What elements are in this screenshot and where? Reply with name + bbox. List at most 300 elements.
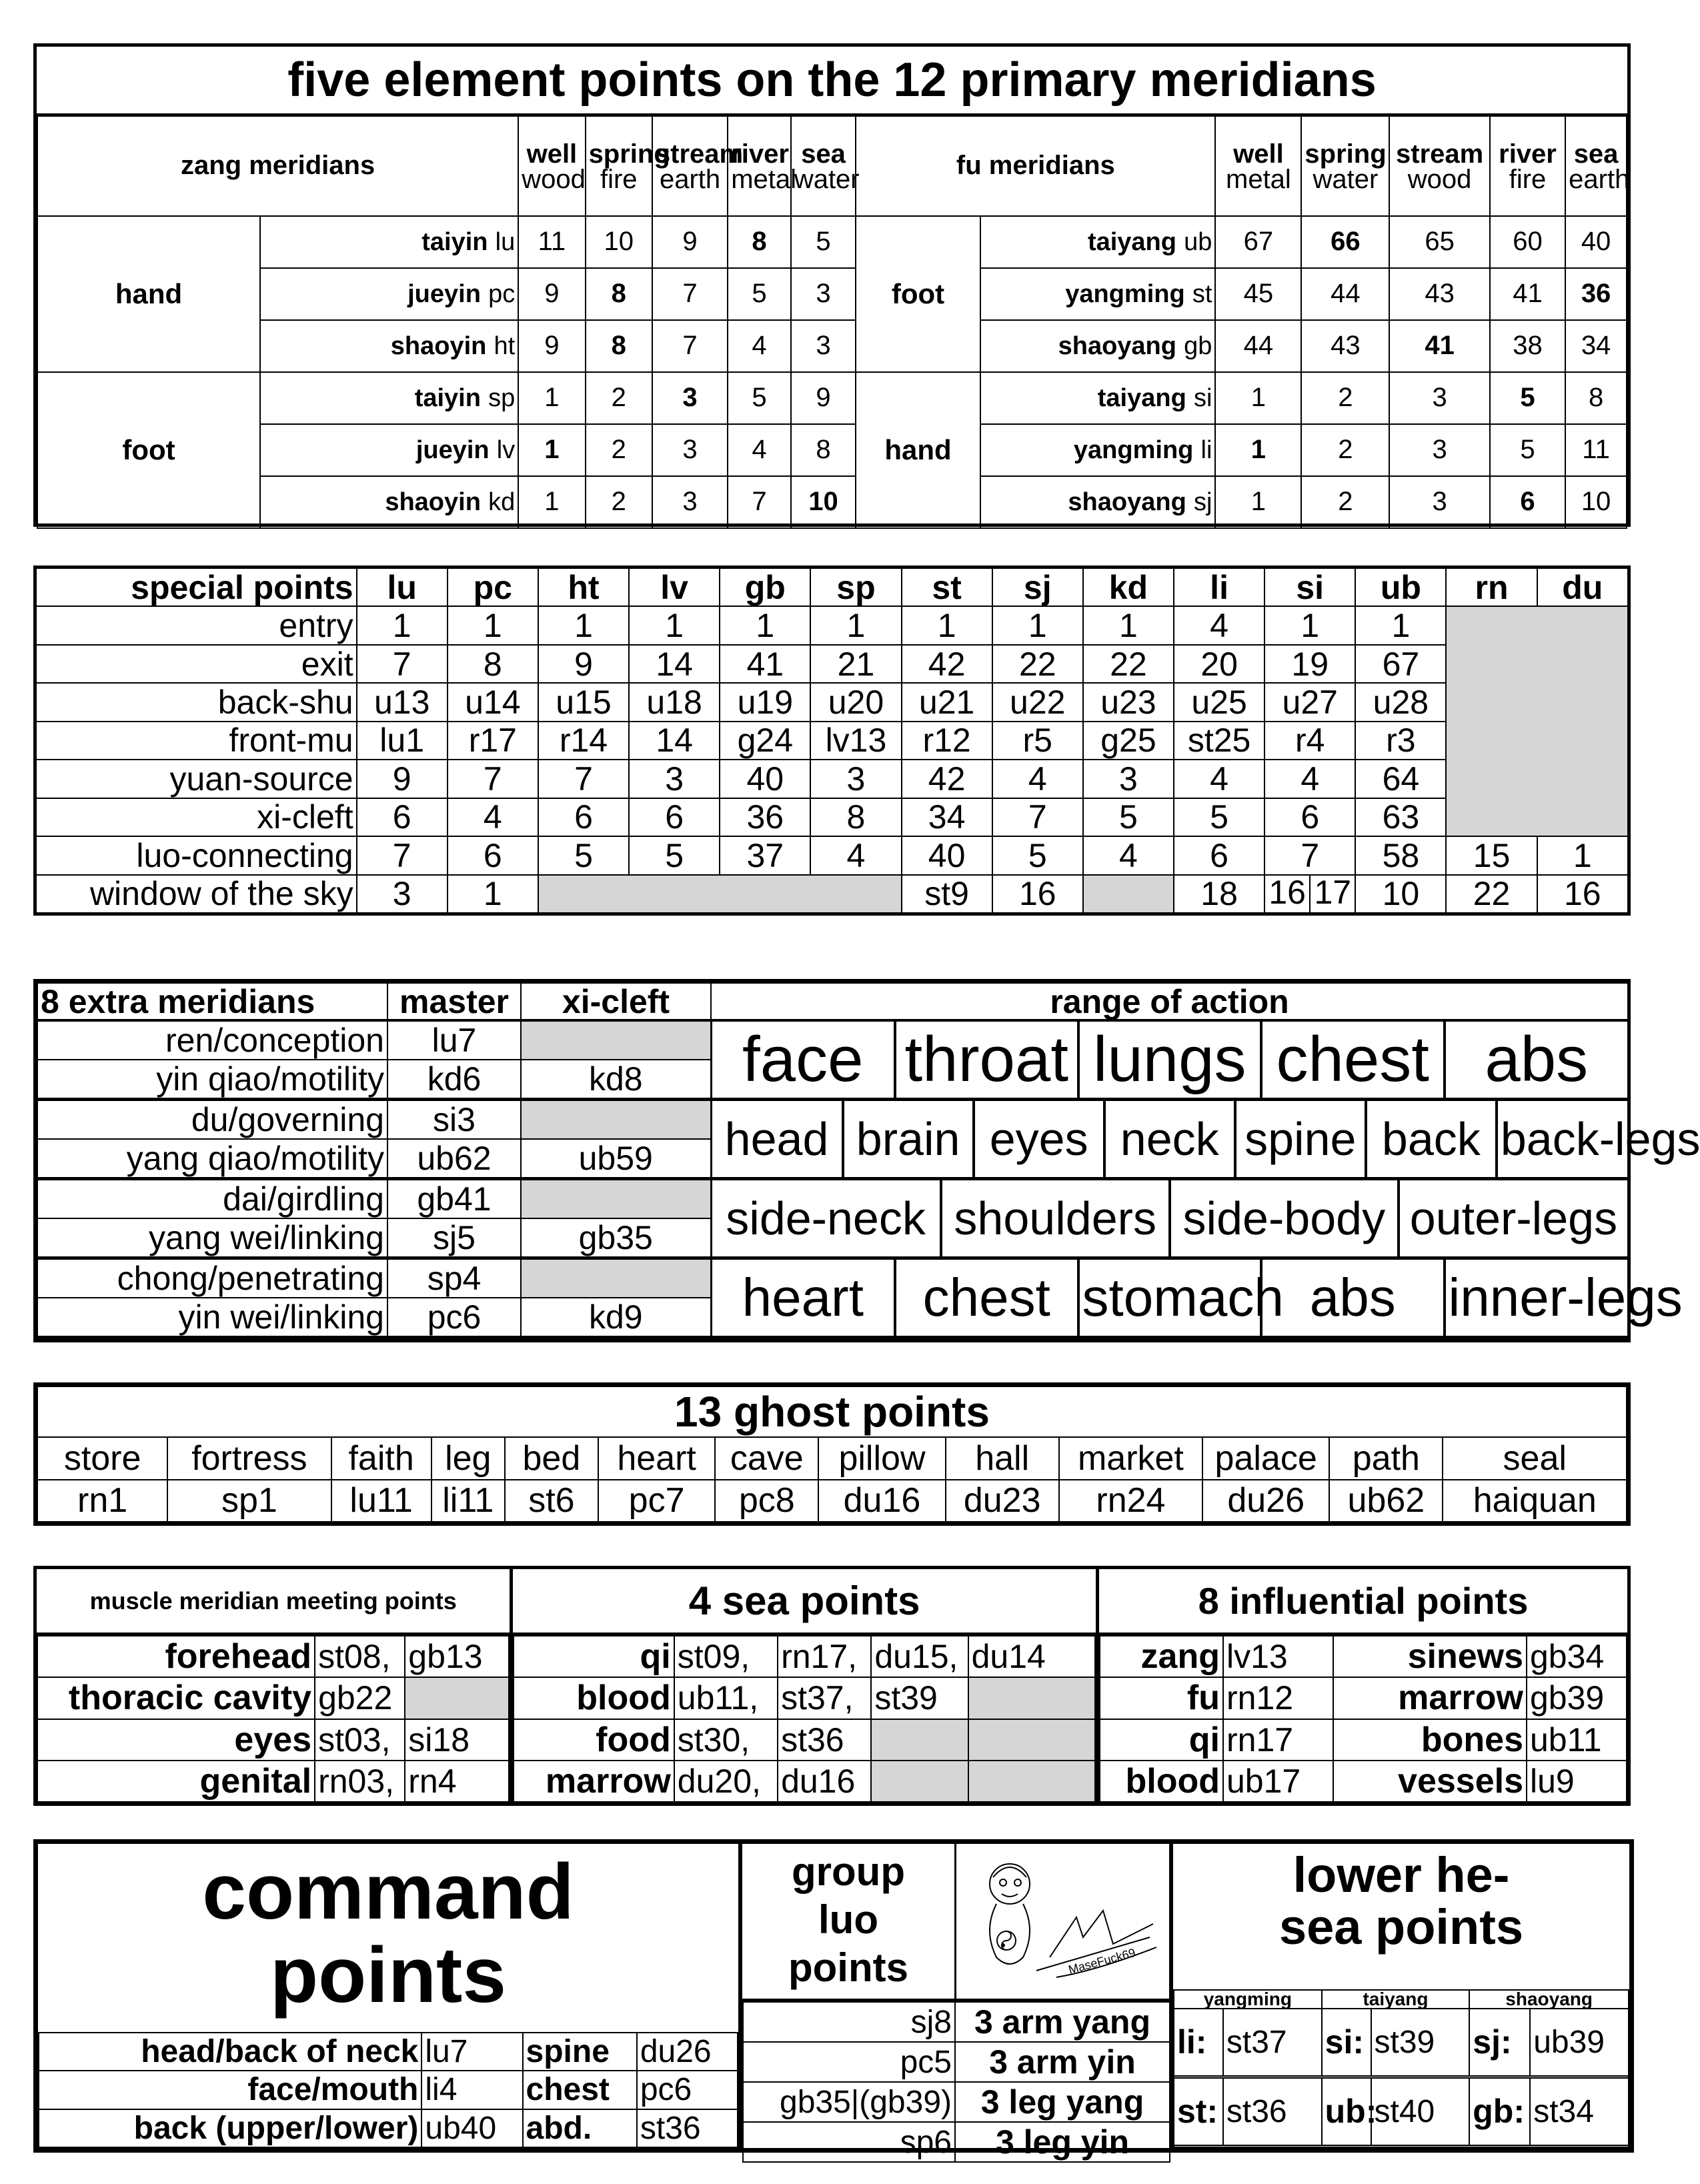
lower-he-meridian: si:	[1322, 2009, 1371, 2076]
sea-empty	[968, 1719, 1095, 1761]
special-cell: 3	[810, 760, 901, 798]
lower-he-group: taiyang	[1322, 1990, 1470, 2009]
group-luo-desc: 3 leg yang	[955, 2082, 1170, 2122]
fu-point-cell: 1	[1215, 476, 1301, 528]
five-element-row	[37, 424, 1627, 476]
five-element-row	[37, 268, 1627, 320]
muscle-table	[37, 1635, 510, 1803]
range-word: chest	[895, 1260, 1078, 1336]
special-cell: 4	[1264, 760, 1355, 798]
special-cell: 14	[629, 722, 720, 760]
special-cell: g24	[720, 722, 810, 760]
ghost-points-table	[37, 1386, 1627, 1522]
range-word: neck	[1104, 1101, 1235, 1177]
special-col-header: ht	[538, 568, 629, 606]
special-cell: 5	[1174, 798, 1264, 836]
special-cell: 1	[902, 606, 992, 644]
special-cell: 15	[1446, 836, 1537, 874]
range-word: inner-legs	[1448, 1267, 1683, 1327]
five-element-section	[33, 43, 1631, 527]
muscle-label: forehead	[37, 1636, 315, 1677]
range-word: outer-legs	[1409, 1192, 1618, 1244]
range-of-action-row	[712, 1101, 1700, 1177]
group-luo-point: sp6	[743, 2122, 955, 2162]
fu-meridian-name: yangming st	[980, 268, 1216, 320]
range-word: chest	[1261, 1022, 1445, 1098]
group-luo-point: sj8	[743, 2002, 955, 2042]
special-cell: 6	[1264, 798, 1355, 836]
zang-point-cell: 8	[586, 320, 652, 372]
range-word: side-body	[1170, 1180, 1399, 1256]
group-luo-desc: 3 leg yin	[955, 2122, 1170, 2162]
range-word: heart	[712, 1260, 896, 1336]
sea-point: ub11,	[674, 1677, 778, 1719]
special-col-header: rn	[1446, 568, 1537, 606]
lion-dog-illustration	[956, 1844, 1168, 1999]
zang-point-cell: 10	[791, 476, 856, 528]
ghost-points-row	[37, 1480, 1627, 1522]
extra-master-point: ub62	[387, 1139, 521, 1179]
extra-header: 8 extra meridians	[37, 983, 387, 1020]
zang-point-cell: 2	[586, 424, 652, 476]
zang-point-cell: 3	[652, 476, 728, 528]
special-col-header: lu	[357, 568, 448, 606]
extra-master-point: sp4	[387, 1258, 521, 1298]
influential-row	[1100, 1761, 1627, 1802]
fu-col-header: spring water	[1301, 116, 1389, 216]
sea-point: st37,	[778, 1677, 871, 1719]
special-cell: 1	[810, 606, 901, 644]
lower-he-table	[1173, 1989, 1629, 2148]
special-cell: 67	[1355, 645, 1446, 683]
range-word: back	[1366, 1101, 1497, 1177]
special-cell: r5	[992, 722, 1083, 760]
zang-point-cell: 2	[586, 372, 652, 424]
zang-meridian-name: shaoyin kd	[260, 476, 518, 528]
special-cell: 6	[629, 798, 720, 836]
influential-point: lu9	[1527, 1761, 1627, 1802]
range-word: throat	[895, 1022, 1078, 1098]
special-cell: u22	[992, 683, 1083, 721]
fu-point-cell: 11	[1565, 424, 1627, 476]
fu-point-cell: 44	[1301, 268, 1389, 320]
influential-label: fu	[1100, 1677, 1223, 1719]
lower-he-meridian: ub:	[1322, 2078, 1371, 2145]
special-cell: 34	[902, 798, 992, 836]
lower-he-point: st40	[1371, 2078, 1470, 2145]
command-section	[33, 1839, 1634, 2161]
lower-he-point: st39	[1371, 2009, 1470, 2076]
influential-title: 8 influential points	[1099, 1569, 1627, 1635]
special-grey-block	[1446, 606, 1628, 836]
special-row	[36, 683, 1628, 721]
ghost-name: leg	[432, 1437, 505, 1480]
fu-point-cell: 43	[1389, 268, 1490, 320]
fu-point-cell: 2	[1301, 476, 1389, 528]
special-cell: r14	[538, 722, 629, 760]
special-cell: lv13	[810, 722, 901, 760]
command-row	[39, 2109, 738, 2147]
special-cell: 21	[810, 645, 901, 683]
special-cell: u28	[1355, 683, 1446, 721]
range-of-action-group	[711, 1020, 1628, 1099]
sea-points-box	[513, 1569, 1099, 1803]
command-label: abd.	[523, 2109, 637, 2147]
extra-meridian-row	[37, 1258, 1628, 1298]
zang-meridian-name: shaoyin ht	[260, 320, 518, 372]
command-point: ub40	[421, 2109, 522, 2147]
special-cell: 6	[357, 798, 448, 836]
muscle-label: genital	[37, 1761, 315, 1802]
special-cell: u15	[538, 683, 629, 721]
extra-meridian-row	[37, 1099, 1628, 1139]
special-cell: r3	[1355, 722, 1446, 760]
zang-point-cell: 3	[652, 424, 728, 476]
extra-meridian-name: yin wei/linking	[37, 1298, 387, 1338]
command-title-line-1: command	[202, 1848, 574, 1936]
lower-he-group: yangming	[1174, 1990, 1322, 2009]
influential-point: lv13	[1223, 1636, 1333, 1677]
extra-xi-empty	[521, 1099, 711, 1139]
special-row-label: exit	[36, 645, 357, 683]
special-cell: 20	[1174, 645, 1264, 683]
special-cell: 4	[1174, 606, 1264, 644]
fu-meridian-name: yangming li	[980, 424, 1216, 476]
extra-xi-point: ub59	[521, 1139, 711, 1179]
special-cell: 6	[538, 798, 629, 836]
fu-point-cell: 38	[1490, 320, 1565, 372]
fu-point-cell: 34	[1565, 320, 1627, 372]
influential-label: sinews	[1333, 1636, 1527, 1677]
muscle-label: thoracic cavity	[37, 1677, 315, 1719]
ghost-point: du23	[946, 1480, 1059, 1522]
special-header: special points	[36, 568, 357, 606]
special-cell: st25	[1174, 722, 1264, 760]
lower-he-point: ub39	[1530, 2009, 1629, 2076]
lower-he-title	[1173, 1844, 1629, 1989]
fu-point-cell: 36	[1565, 268, 1627, 320]
fu-point-cell: 65	[1389, 216, 1490, 268]
group-luo-row	[743, 2082, 1170, 2122]
special-cell: 16	[1537, 875, 1628, 914]
range-word: lungs	[1078, 1022, 1262, 1098]
zang-point-cell: 11	[518, 216, 585, 268]
zang-point-cell: 8	[586, 268, 652, 320]
group-luo-box	[742, 1844, 1173, 2161]
range-word: eyes	[974, 1101, 1104, 1177]
lower-he-group-row	[1174, 1990, 1629, 2009]
fu-header: fu meridians	[856, 116, 1215, 216]
special-cell: 7	[357, 836, 448, 874]
influential-point: gb34	[1527, 1636, 1627, 1677]
influential-point: rn17	[1223, 1719, 1333, 1761]
special-row-label: window of the sky	[36, 875, 357, 914]
zang-point-cell: 10	[586, 216, 652, 268]
ghost-name: bed	[505, 1437, 598, 1480]
ghost-title: 13 ghost points	[37, 1386, 1627, 1437]
command-label: head/back of neck	[39, 2033, 421, 2071]
range-of-action-group	[711, 1178, 1628, 1258]
signature-text: MaseFuck69	[1066, 1945, 1137, 1977]
fu-point-cell: 41	[1389, 320, 1490, 372]
special-row	[36, 836, 1628, 874]
special-cell: 5	[992, 836, 1083, 874]
fu-col-header: sea earth	[1565, 116, 1627, 216]
special-cell: 5	[629, 836, 720, 874]
special-points-table	[35, 568, 1629, 914]
window-of-sky-row	[36, 875, 1628, 914]
special-row	[36, 645, 1628, 683]
ghost-point: du26	[1202, 1480, 1329, 1522]
fu-point-cell: 3	[1389, 476, 1490, 528]
sea-row	[514, 1677, 1095, 1719]
zang-point-cell: 5	[728, 372, 791, 424]
fu-col-header: stream wood	[1389, 116, 1490, 216]
ghost-point: haiquan	[1443, 1480, 1627, 1522]
special-cell: 1	[720, 606, 810, 644]
lower-he-meridian: gb:	[1469, 2078, 1530, 2145]
muscle-label: eyes	[37, 1719, 315, 1761]
fu-point-cell: 66	[1301, 216, 1389, 268]
command-row	[39, 2033, 738, 2071]
special-cell: 64	[1355, 760, 1446, 798]
muscle-point: st03,	[315, 1719, 405, 1761]
command-point: li4	[421, 2071, 522, 2109]
lower-he-meridian: sj:	[1469, 2009, 1530, 2076]
lower-he-sea-box	[1173, 1844, 1629, 2148]
special-cell: 1	[448, 875, 538, 914]
lower-he-row	[1174, 2078, 1629, 2145]
special-cell: 36	[720, 798, 810, 836]
group-luo-table	[742, 2001, 1170, 2163]
fu-point-cell: 2	[1301, 424, 1389, 476]
special-col-header: gb	[720, 568, 810, 606]
sea-empty	[968, 1677, 1095, 1719]
muscle-row	[37, 1761, 509, 1802]
sea-point: rn17,	[778, 1636, 871, 1677]
fu-point-cell: 2	[1301, 372, 1389, 424]
special-cell: 14	[629, 645, 720, 683]
special-cell: u21	[902, 683, 992, 721]
sea-point: st30,	[674, 1719, 778, 1761]
special-col-header: du	[1537, 568, 1628, 606]
command-label: back (upper/lower)	[39, 2109, 421, 2147]
special-col-header: ub	[1355, 568, 1446, 606]
zang-col-header: spring fire	[586, 116, 652, 216]
command-point: lu7	[421, 2033, 522, 2071]
special-cell: 41	[720, 645, 810, 683]
zang-point-cell: 9	[518, 320, 585, 372]
zang-point-cell: 3	[791, 268, 856, 320]
special-col-header: lv	[629, 568, 720, 606]
special-cell: 42	[902, 760, 992, 798]
ghost-name: fortress	[167, 1437, 331, 1480]
muscle-empty	[405, 1677, 509, 1719]
group-luo-desc: 3 arm yang	[955, 2002, 1170, 2042]
special-cell: 1	[1264, 606, 1355, 644]
ghost-name: palace	[1202, 1437, 1329, 1480]
special-cell: 5	[538, 836, 629, 874]
range-word: back-legs	[1500, 1112, 1700, 1165]
muscle-point: st08,	[315, 1636, 405, 1677]
five-element-row	[37, 372, 1627, 424]
zang-point-cell: 8	[728, 216, 791, 268]
fu-meridian-name: taiyang ub	[980, 216, 1216, 268]
range-of-action-row	[712, 1260, 1683, 1336]
fu-col-header: river fire	[1490, 116, 1565, 216]
influential-row	[1100, 1677, 1627, 1719]
range-word: stomach	[1078, 1260, 1262, 1336]
range-of-action-row	[712, 1180, 1628, 1256]
extra-meridian-name: chong/penetrating	[37, 1258, 387, 1298]
ghost-points-section	[33, 1382, 1631, 1526]
lower-he-grey-row	[1174, 2145, 1629, 2147]
special-cell: 63	[1355, 798, 1446, 836]
sea-point: du16	[778, 1761, 871, 1802]
ghost-point: sp1	[167, 1480, 331, 1522]
zang-meridian-name: taiyin sp	[260, 372, 518, 424]
extra-xi-empty	[521, 1178, 711, 1218]
special-cell: 1	[992, 606, 1083, 644]
zang-limb-label: foot	[37, 372, 260, 528]
ghost-name: store	[37, 1437, 167, 1480]
special-cell: 1	[629, 606, 720, 644]
special-cell: 10	[1355, 875, 1446, 914]
special-col-header: sj	[992, 568, 1083, 606]
zang-point-cell: 9	[652, 216, 728, 268]
range-of-action-group	[711, 1258, 1683, 1337]
muscle-meeting-box	[37, 1569, 513, 1803]
lower-he-title-line-1: lower he-	[1293, 1847, 1510, 1903]
sea-empty	[871, 1761, 968, 1802]
muscle-row	[37, 1719, 509, 1761]
extra-master-point: sj5	[387, 1218, 521, 1258]
special-cell: 9	[357, 760, 448, 798]
special-cell: 1	[1083, 606, 1174, 644]
influential-row	[1100, 1636, 1627, 1677]
extra-xi-point: kd8	[521, 1060, 711, 1100]
fu-limb-label: hand	[856, 372, 980, 528]
special-cell: u18	[629, 683, 720, 721]
group-luo-title: group luo points	[742, 1844, 956, 1999]
zang-point-cell: 8	[791, 424, 856, 476]
fu-point-cell: 60	[1490, 216, 1565, 268]
zang-point-cell: 1	[518, 372, 585, 424]
group-luo-row	[743, 2002, 1170, 2042]
fu-point-cell: 10	[1565, 476, 1627, 528]
special-cell: 42	[902, 645, 992, 683]
extra-meridians-table	[37, 982, 1700, 1339]
special-row-label: xi-cleft	[36, 798, 357, 836]
command-label: chest	[523, 2071, 637, 2109]
ghost-names-row	[37, 1437, 1627, 1480]
command-row	[39, 2071, 738, 2109]
fu-point-cell: 67	[1215, 216, 1301, 268]
extra-meridian-name: yang qiao/motility	[37, 1139, 387, 1179]
special-row-label: front-mu	[36, 722, 357, 760]
special-cell: 16	[992, 875, 1083, 914]
ghost-name: market	[1059, 1437, 1202, 1480]
zang-col-header: river metal	[728, 116, 791, 216]
special-col-header: kd	[1083, 568, 1174, 606]
special-cell: 6	[448, 836, 538, 874]
fu-point-cell: 44	[1215, 320, 1301, 372]
five-element-table	[37, 115, 1630, 529]
special-cell: u14	[448, 683, 538, 721]
ghost-point: pc8	[715, 1480, 818, 1522]
special-cell: 40	[720, 760, 810, 798]
group-luo-row	[743, 2042, 1170, 2082]
influential-table	[1099, 1635, 1627, 1803]
extra-xi-point: kd9	[521, 1298, 711, 1338]
fu-point-cell: 5	[1490, 372, 1565, 424]
special-row-label: yuan-source	[36, 760, 357, 798]
special-row	[36, 606, 1628, 644]
muscle-point: rn4	[405, 1761, 509, 1802]
special-cell-split: 16 17	[1264, 875, 1355, 914]
meeting-points-section	[33, 1566, 1631, 1806]
fu-meridian-name: shaoyang sj	[980, 476, 1216, 528]
zang-point-cell: 7	[652, 268, 728, 320]
special-cell: g25	[1083, 722, 1174, 760]
special-cell: 1	[1355, 606, 1446, 644]
sea-empty	[968, 1761, 1095, 1802]
special-points-section	[33, 566, 1631, 916]
special-cell: r4	[1264, 722, 1355, 760]
zang-point-cell: 7	[652, 320, 728, 372]
zang-point-cell: 2	[586, 476, 652, 528]
special-cell: 4	[448, 798, 538, 836]
muscle-point: si18	[405, 1719, 509, 1761]
range-word: shoulders	[941, 1180, 1170, 1256]
special-cell: 7	[448, 760, 538, 798]
extra-meridian-name: dai/girdling	[37, 1178, 387, 1218]
sea-point: du20,	[674, 1761, 778, 1802]
zang-meridian-name: taiyin lu	[260, 216, 518, 268]
command-label: face/mouth	[39, 2071, 421, 2109]
special-cell: 22	[1083, 645, 1174, 683]
special-cell: 18	[1174, 875, 1264, 914]
extra-master-point: gb41	[387, 1178, 521, 1218]
signature-drawing	[956, 1844, 1169, 1999]
command-table	[38, 2032, 738, 2148]
special-cell: st9	[902, 875, 992, 914]
special-cell: lu1	[357, 722, 448, 760]
five-element-title: five element points on the 12 primary meridians	[37, 47, 1627, 115]
zang-col-header: well wood	[518, 116, 585, 216]
special-cell: r17	[448, 722, 538, 760]
ghost-point: pc7	[598, 1480, 715, 1522]
influential-label: qi	[1100, 1719, 1223, 1761]
extra-master-point: lu7	[387, 1020, 521, 1060]
special-row-label: entry	[36, 606, 357, 644]
lower-he-group: shaoyang	[1469, 1990, 1629, 2009]
influential-point: ub17	[1223, 1761, 1333, 1802]
special-cell: u19	[720, 683, 810, 721]
command-point: du26	[637, 2033, 738, 2071]
special-row-label: luo-connecting	[36, 836, 357, 874]
muscle-point: gb22	[315, 1677, 405, 1719]
zang-point-cell: 5	[728, 268, 791, 320]
special-col-header: st	[902, 568, 992, 606]
lower-he-point: st37	[1223, 2009, 1322, 2076]
ghost-point: du16	[818, 1480, 945, 1522]
range-word: spine	[1235, 1101, 1366, 1177]
special-cell: u23	[1083, 683, 1174, 721]
fu-meridian-name: taiyang si	[980, 372, 1216, 424]
five-element-row	[37, 476, 1627, 528]
zang-point-cell: 9	[791, 372, 856, 424]
